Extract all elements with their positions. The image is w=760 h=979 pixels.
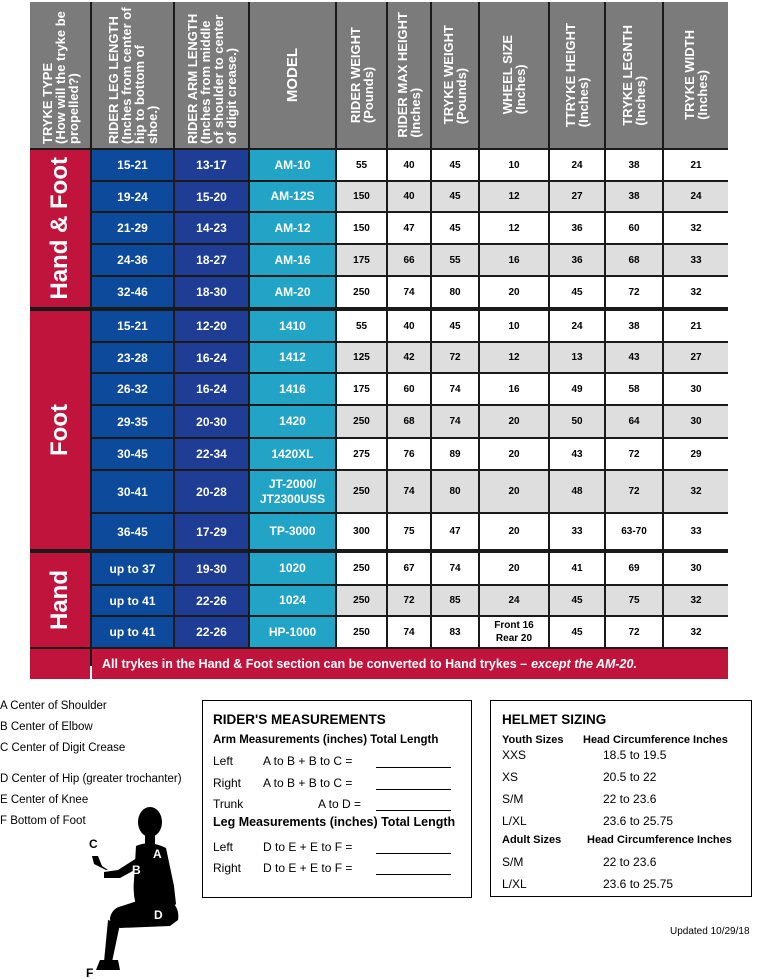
rider-weight-cell: 150 bbox=[337, 182, 386, 211]
header-tryke-width-text: TRYKE WIDTH (Inches) bbox=[682, 30, 710, 120]
rider-weight-cell: 250 bbox=[337, 406, 386, 437]
leg-length-cell: 29-35 bbox=[92, 406, 173, 437]
tryke-width-cell: 32 bbox=[664, 213, 728, 243]
tryke-height-cell: 13 bbox=[550, 343, 604, 372]
arm-length-cell: 22-34 bbox=[175, 439, 248, 469]
header-tryke-weight bbox=[432, 2, 478, 148]
figure-label-f: F bbox=[86, 966, 94, 979]
rider-max-height-cell: 40 bbox=[388, 150, 430, 180]
tryke-width-cell: 32 bbox=[664, 471, 728, 512]
youth-size-xs: XS bbox=[502, 770, 519, 784]
model-cell: 1420 bbox=[250, 406, 335, 437]
tryke-height-cell: 45 bbox=[550, 586, 604, 615]
arm-length-cell: 20-30 bbox=[175, 406, 248, 437]
header-tryke-type bbox=[30, 2, 90, 148]
arm-length-cell: 22-26 bbox=[175, 617, 248, 647]
leg-length-cell: 30-45 bbox=[92, 439, 173, 469]
model-cell: AM-12 bbox=[250, 213, 335, 243]
header-tryke-weight-text: TRYKE WEIGHT (Pounds) bbox=[441, 25, 469, 125]
rider-weight-cell: 250 bbox=[337, 617, 386, 647]
youth-circ-xxs: 18.5 to 19.5 bbox=[603, 748, 667, 762]
legend-item-c: C Center of Digit Crease bbox=[0, 742, 126, 754]
section-hand-and-foot bbox=[30, 150, 90, 307]
tryke-length-cell: 63-70 bbox=[606, 514, 662, 549]
leg-length-cell: up to 41 bbox=[92, 586, 173, 615]
tryke-length-cell: 43 bbox=[606, 343, 662, 372]
header-model bbox=[250, 2, 335, 148]
youth-circ-lxl: 23.6 to 25.75 bbox=[603, 814, 674, 828]
rider-weight-cell: 250 bbox=[337, 553, 386, 584]
header-rider-max-height-text: RIDER MAX HEIGHT (Inches) bbox=[395, 12, 423, 138]
wheel-size-cell: 12 bbox=[480, 343, 548, 372]
rider-max-height-cell: 42 bbox=[388, 343, 430, 372]
model-cell: 1412 bbox=[250, 343, 335, 372]
riders-measurements-box bbox=[202, 700, 472, 898]
conversion-footnote bbox=[92, 649, 728, 679]
tryke-length-cell: 60 bbox=[606, 213, 662, 243]
youth-sizes-header: Youth Sizes bbox=[502, 734, 564, 746]
model-cell: AM-20 bbox=[250, 277, 335, 307]
header-rider-arm-length-text: RIDER ARM LENGTH (Inches from middle of shoulder to center of digit crease.) bbox=[184, 13, 239, 144]
adult-circ-sm: 22 to 23.6 bbox=[603, 855, 657, 869]
tryke-height-cell: 43 bbox=[550, 439, 604, 469]
wheel-size-cell: 16 bbox=[480, 374, 548, 404]
rider-max-height-cell: 75 bbox=[388, 514, 430, 549]
model-cell: 1410 bbox=[250, 311, 335, 341]
header-rider-weight-text: RIDER WEIGHT (Pounds) bbox=[347, 26, 376, 124]
arm-right-formula: A to B + B to C = bbox=[263, 776, 353, 790]
leg-length-cell: 30-41 bbox=[92, 471, 173, 512]
trunk-formula: A to D = bbox=[318, 797, 362, 811]
footnote-text: All trykes in the Hand & Foot section can be converted to Hand trykes – bbox=[102, 657, 528, 671]
section-hand-and-foot-text: Hand & Foot bbox=[46, 157, 73, 300]
model-cell: 1020 bbox=[250, 553, 335, 584]
figure-label-b: B bbox=[132, 863, 141, 877]
tryke-weight-cell: 89 bbox=[432, 439, 478, 469]
arm-length-cell: 20-28 bbox=[175, 471, 248, 512]
tryke-length-cell: 69 bbox=[606, 553, 662, 584]
tryke-height-cell: 33 bbox=[550, 514, 604, 549]
leg-length-cell: 19-24 bbox=[92, 182, 173, 211]
tryke-weight-cell: 83 bbox=[432, 617, 478, 647]
youth-circ-sm: 22 to 23.6 bbox=[603, 792, 657, 806]
leg-left-label: Left bbox=[213, 840, 234, 854]
wheel-size-cell: 20 bbox=[480, 553, 548, 584]
updated-date: Updated 10/29/18 bbox=[670, 926, 750, 937]
rider-weight-cell: 55 bbox=[337, 311, 386, 341]
leg-right-label: Right bbox=[213, 861, 242, 875]
rider-max-height-cell: 60 bbox=[388, 374, 430, 404]
figure-label-c: C bbox=[89, 837, 98, 851]
tryke-weight-cell: 74 bbox=[432, 374, 478, 404]
rider-weight-cell: 125 bbox=[337, 343, 386, 372]
arm-length-cell: 22-26 bbox=[175, 586, 248, 615]
tryke-weight-cell: 47 bbox=[432, 514, 478, 549]
arm-length-cell: 19-30 bbox=[175, 553, 248, 584]
header-tryke-width bbox=[664, 2, 728, 148]
youth-size-sm: S/M bbox=[502, 792, 524, 806]
leg-length-cell: up to 37 bbox=[92, 553, 173, 584]
figure-label-a: A bbox=[153, 847, 162, 861]
tryke-weight-cell: 85 bbox=[432, 586, 478, 615]
rider-max-height-cell: 40 bbox=[388, 311, 430, 341]
tryke-length-cell: 72 bbox=[606, 439, 662, 469]
rider-max-height-cell: 67 bbox=[388, 553, 430, 584]
tryke-weight-cell: 45 bbox=[432, 311, 478, 341]
tryke-height-cell: 45 bbox=[550, 617, 604, 647]
section-foot bbox=[30, 311, 90, 549]
tryke-length-cell: 58 bbox=[606, 374, 662, 404]
tryke-width-cell: 33 bbox=[664, 245, 728, 275]
wheel-size-cell: 16 bbox=[480, 245, 548, 275]
header-tryke-height bbox=[550, 2, 604, 148]
leg-length-cell: 32-46 bbox=[92, 277, 173, 307]
model-cell: TP-3000 bbox=[250, 514, 335, 549]
arm-length-cell: 16-24 bbox=[175, 343, 248, 372]
tryke-height-cell: 24 bbox=[550, 311, 604, 341]
tryke-length-cell: 38 bbox=[606, 182, 662, 211]
section-foot-text: Foot bbox=[46, 404, 73, 456]
tryke-width-cell: 32 bbox=[664, 617, 728, 647]
tryke-width-cell: 32 bbox=[664, 277, 728, 307]
figure-label-e: E bbox=[100, 915, 109, 929]
tryke-length-cell: 38 bbox=[606, 311, 662, 341]
wheel-size-cell: 10 bbox=[480, 150, 548, 180]
header-rider-weight bbox=[337, 2, 386, 148]
arm-right-blank bbox=[376, 789, 451, 790]
leg-length-cell: 15-21 bbox=[92, 150, 173, 180]
header-tryke-height-text: TTRYKE HEIGHT (Inches) bbox=[563, 22, 591, 128]
tryke-length-cell: 68 bbox=[606, 245, 662, 275]
wheel-size-cell: 10 bbox=[480, 311, 548, 341]
rider-max-height-cell: 47 bbox=[388, 213, 430, 243]
tryke-length-cell: 38 bbox=[606, 150, 662, 180]
model-cell: 1416 bbox=[250, 374, 335, 404]
wheel-size-cell: 20 bbox=[480, 471, 548, 512]
rider-max-height-cell: 74 bbox=[388, 277, 430, 307]
adult-circumference-header: Head Circumference Inches bbox=[587, 834, 732, 846]
tryke-length-cell: 72 bbox=[606, 277, 662, 307]
tryke-sizing-table bbox=[30, 2, 728, 671]
header-tryke-type-text: TRYKE TYPE (How will the tryke be propelled?) bbox=[39, 11, 81, 144]
wheel-size-cell: Front 16 Rear 20 bbox=[480, 617, 548, 647]
tryke-weight-cell: 55 bbox=[432, 245, 478, 275]
model-cell: AM-16 bbox=[250, 245, 335, 275]
tryke-height-cell: 48 bbox=[550, 471, 604, 512]
trunk-blank bbox=[376, 810, 451, 811]
leg-length-cell: 15-21 bbox=[92, 311, 173, 341]
tryke-weight-cell: 80 bbox=[432, 277, 478, 307]
header-wheel-size-text: WHEEL SIZE (Inches) bbox=[500, 35, 528, 115]
rider-max-height-cell: 76 bbox=[388, 439, 430, 469]
arm-length-cell: 13-17 bbox=[175, 150, 248, 180]
section-hand-text: Hand bbox=[46, 570, 73, 630]
tryke-length-cell: 75 bbox=[606, 586, 662, 615]
arm-length-cell: 15-20 bbox=[175, 182, 248, 211]
rider-max-height-cell: 74 bbox=[388, 471, 430, 512]
rider-weight-cell: 275 bbox=[337, 439, 386, 469]
header-wheel-size bbox=[480, 2, 548, 148]
tryke-height-cell: 27 bbox=[550, 182, 604, 211]
model-cell: 1420XL bbox=[250, 439, 335, 469]
header-rider-max-height bbox=[388, 2, 430, 148]
legend-item-f: F Bottom of Foot bbox=[0, 815, 86, 827]
wheel-size-cell: 12 bbox=[480, 182, 548, 211]
tryke-weight-cell: 80 bbox=[432, 471, 478, 512]
helmet-sizing-box bbox=[490, 700, 752, 897]
tryke-length-cell: 72 bbox=[606, 617, 662, 647]
arm-length-cell: 16-24 bbox=[175, 374, 248, 404]
tryke-weight-cell: 72 bbox=[432, 343, 478, 372]
leg-right-formula: D to E + E to F = bbox=[263, 861, 353, 875]
tryke-width-cell: 33 bbox=[664, 514, 728, 549]
leg-length-cell: 23-28 bbox=[92, 343, 173, 372]
rider-weight-cell: 55 bbox=[337, 150, 386, 180]
tryke-weight-cell: 45 bbox=[432, 213, 478, 243]
adult-size-sm: S/M bbox=[502, 855, 524, 869]
tryke-length-cell: 64 bbox=[606, 406, 662, 437]
helmet-sizing-title: HELMET SIZING bbox=[502, 712, 607, 727]
rider-weight-cell: 175 bbox=[337, 245, 386, 275]
rider-weight-cell: 300 bbox=[337, 514, 386, 549]
youth-circumference-header: Head Circumference Inches bbox=[583, 734, 728, 746]
arm-measurements-title: Arm Measurements (inches) Total Length bbox=[213, 734, 439, 746]
arm-left-formula: A to B + B to C = bbox=[263, 754, 353, 768]
tryke-width-cell: 30 bbox=[664, 374, 728, 404]
tryke-height-cell: 41 bbox=[550, 553, 604, 584]
arm-length-cell: 18-27 bbox=[175, 245, 248, 275]
tryke-height-cell: 49 bbox=[550, 374, 604, 404]
wheel-size-cell: 20 bbox=[480, 514, 548, 549]
youth-size-lxl: L/XL bbox=[502, 814, 527, 828]
rider-max-height-cell: 74 bbox=[388, 617, 430, 647]
tryke-width-cell: 21 bbox=[664, 150, 728, 180]
tryke-width-cell: 27 bbox=[664, 343, 728, 372]
tryke-height-cell: 36 bbox=[550, 213, 604, 243]
tryke-width-cell: 24 bbox=[664, 182, 728, 211]
wheel-size-cell: 12 bbox=[480, 213, 548, 243]
header-rider-leg-length bbox=[92, 2, 173, 148]
legend-item-d: D Center of Hip (greater trochanter) bbox=[0, 773, 182, 785]
legend-item-b: B Center of Elbow bbox=[0, 721, 93, 733]
arm-length-cell: 17-29 bbox=[175, 514, 248, 549]
trunk-label: Trunk bbox=[213, 797, 244, 811]
tryke-weight-cell: 74 bbox=[432, 553, 478, 584]
leg-length-cell: up to 41 bbox=[92, 617, 173, 647]
rider-max-height-cell: 72 bbox=[388, 586, 430, 615]
model-cell: AM-12S bbox=[250, 182, 335, 211]
rider-weight-cell: 250 bbox=[337, 471, 386, 512]
model-cell: 1024 bbox=[250, 586, 335, 615]
rider-max-height-cell: 66 bbox=[388, 245, 430, 275]
leg-left-formula: D to E + E to F = bbox=[263, 840, 353, 854]
tryke-weight-cell: 74 bbox=[432, 406, 478, 437]
tryke-height-cell: 24 bbox=[550, 150, 604, 180]
riders-measurements-title: RIDER'S MEASUREMENTS bbox=[213, 712, 386, 727]
footnote-exception: except the AM-20. bbox=[531, 657, 637, 671]
arm-length-cell: 18-30 bbox=[175, 277, 248, 307]
leg-measurements-title: Leg Measurements (inches) Total Length bbox=[213, 815, 456, 829]
leg-length-cell: 26-32 bbox=[92, 374, 173, 404]
leg-right-blank bbox=[376, 874, 451, 875]
tryke-width-cell: 32 bbox=[664, 586, 728, 615]
section-hand bbox=[30, 553, 90, 647]
model-cell: AM-10 bbox=[250, 150, 335, 180]
wheel-size-cell: 24 bbox=[480, 586, 548, 615]
adult-circ-lxl: 23.6 to 25.75 bbox=[603, 877, 674, 891]
tryke-height-cell: 50 bbox=[550, 406, 604, 437]
wheel-size-cell: 20 bbox=[480, 406, 548, 437]
rider-weight-cell: 150 bbox=[337, 213, 386, 243]
header-rider-leg-length-text: RIDER LEG LENGTH (Inches from center of hip to bottom of shoe.) bbox=[105, 7, 160, 144]
rider-weight-cell: 175 bbox=[337, 374, 386, 404]
wheel-size-cell: 20 bbox=[480, 439, 548, 469]
rider-weight-cell: 250 bbox=[337, 277, 386, 307]
legend-item-e: E Center of Knee bbox=[0, 794, 89, 806]
youth-circ-xs: 20.5 to 22 bbox=[603, 770, 657, 784]
header-tryke-length bbox=[606, 2, 662, 148]
leg-length-cell: 24-36 bbox=[92, 245, 173, 275]
arm-right-label: Right bbox=[213, 776, 242, 790]
tryke-weight-cell: 45 bbox=[432, 150, 478, 180]
model-cell: HP-1000 bbox=[250, 617, 335, 647]
figure-label-d: D bbox=[154, 908, 163, 922]
seated-rider-figure bbox=[62, 800, 192, 979]
leg-left-blank bbox=[376, 853, 451, 854]
tryke-width-cell: 21 bbox=[664, 311, 728, 341]
tryke-height-cell: 45 bbox=[550, 277, 604, 307]
header-tryke-length-text: TRYKE LEGNTH (Inches) bbox=[620, 24, 648, 126]
youth-size-xxs: XXS bbox=[502, 748, 527, 762]
tryke-height-cell: 36 bbox=[550, 245, 604, 275]
leg-length-cell: 21-29 bbox=[92, 213, 173, 243]
tryke-width-cell: 30 bbox=[664, 553, 728, 584]
rider-max-height-cell: 40 bbox=[388, 182, 430, 211]
adult-size-lxl: L/XL bbox=[502, 877, 527, 891]
rider-max-height-cell: 68 bbox=[388, 406, 430, 437]
arm-length-cell: 14-23 bbox=[175, 213, 248, 243]
arm-length-cell: 12-20 bbox=[175, 311, 248, 341]
header-model-text: MODEL bbox=[284, 47, 301, 103]
arm-left-label: Left bbox=[213, 754, 234, 768]
leg-length-cell: 36-45 bbox=[92, 514, 173, 549]
wheel-size-cell: 20 bbox=[480, 277, 548, 307]
tryke-width-cell: 29 bbox=[664, 439, 728, 469]
arm-left-blank bbox=[376, 767, 451, 768]
tryke-weight-cell: 45 bbox=[432, 182, 478, 211]
adult-sizes-header: Adult Sizes bbox=[502, 834, 562, 846]
header-rider-arm-length bbox=[175, 2, 248, 148]
tryke-length-cell: 72 bbox=[606, 471, 662, 512]
rider-weight-cell: 250 bbox=[337, 586, 386, 615]
model-cell: JT-2000/ JT2300USS bbox=[250, 471, 335, 512]
legend-item-a: A Center of Shoulder bbox=[0, 700, 107, 712]
tryke-width-cell: 30 bbox=[664, 406, 728, 437]
footnote-side-block bbox=[30, 649, 90, 679]
